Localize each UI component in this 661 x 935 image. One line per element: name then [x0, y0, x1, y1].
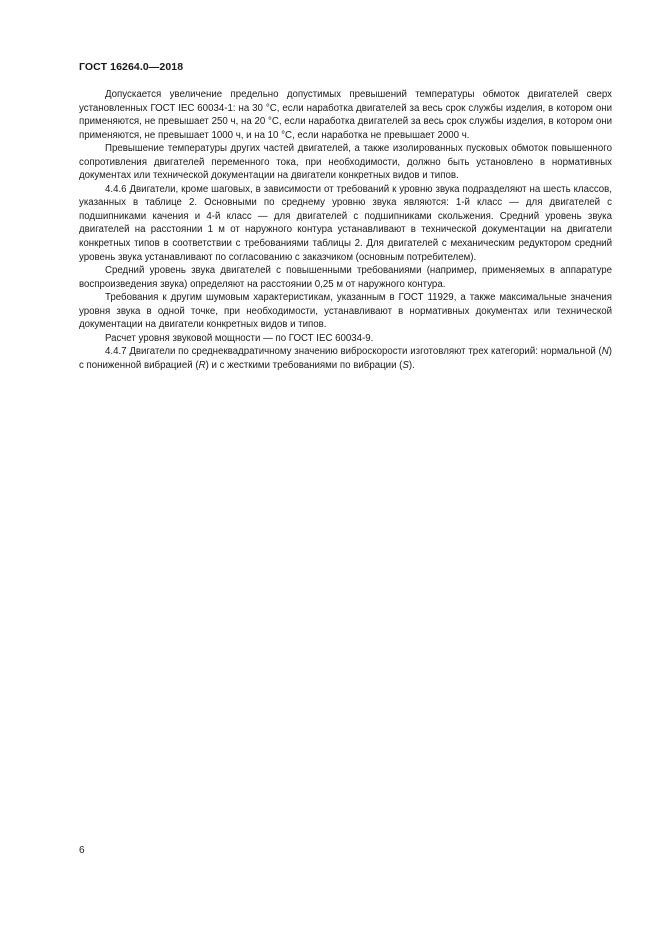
- page-number: 6: [79, 845, 85, 856]
- paragraph-winding-temperature: Допускается увеличение предельно допустимых превышений температуры обмоток двигателей сверх установленных ГОСТ IEC 60034-1: на 30 °C, если наработка двигателей за весь срок службы изделия, в котором они применяются, не превышает 250 ч, на 20 °C, если наработка двигателей за весь срок службы изделия, в котором они применяются, не превышает 1000 ч, и на 10 °C, если наработка не превышает 2000 ч.: [79, 89, 612, 141]
- paragraph-sound-power: Расчет уровня звуковой мощности — по ГОСТ IEC 60034-9.: [105, 332, 374, 344]
- vibration-mid1: ) с пониженной вибрацией (: [79, 346, 612, 371]
- paragraph-sound-classes: 4.4.6 Двигатели, кроме шаговых, в зависимости от требований к уровню звука подразделяют на шесть классов, указанных в таблице 2. Основными по среднему уровню звука являются: 1-й класс — для двигателей с подшипниками качения и 4-й класс — для двигателей с подшипниками скольжения. Средний уровень звука двигателей на расстоянии 1 м от наружного контура устанавливают в технической документации на двигатели конкретных типов в соответствии с требованиями таблицы 2. Для двигателей с механическим редуктором средний уровень звука устанавливают по согласованию с заказчиком (основным потребителем).: [79, 183, 612, 263]
- paragraph-vibration-categories: [79, 345, 612, 372]
- paragraph-other-parts-temperature: Превышение температуры других частей двигателей, а также изолированных пусковых обмоток повышенного сопротивления двигателей переменного тока, при необходимости, должно быть установлено в нормативных документах или технической документации на двигатели конкретных видов и типов.: [79, 143, 612, 182]
- paragraph-noise-characteristics: Требования к другим шумовым характеристикам, указанным в ГОСТ 11929, а также максимальные значения уровня звука в одной точке, при необходимости, устанавливают в нормативных документах или технической документации на двигатели конкретных видов и типов.: [79, 292, 612, 331]
- document-body: [79, 88, 612, 372]
- paragraph-sound-high-requirements: Средний уровень звука двигателей с повышенными требованиями (например, применяемых в аппаратуре воспроизведения звука) определяют на расстоянии 0,25 м от наружного контура.: [79, 265, 612, 290]
- category-n: N: [601, 346, 609, 358]
- vibration-tail: ).: [408, 359, 415, 371]
- category-s: S: [402, 359, 409, 371]
- vibration-mid2: ) и с жесткими требованиями по вибрации (: [205, 359, 403, 371]
- document-header: ГОСТ 16264.0—2018: [79, 61, 184, 73]
- vibration-lead: 4.4.7 Двигатели по среднеквадратичному значению виброскорости изготовляют трех категорий: нормальной (: [105, 346, 602, 358]
- category-r: R: [198, 359, 206, 371]
